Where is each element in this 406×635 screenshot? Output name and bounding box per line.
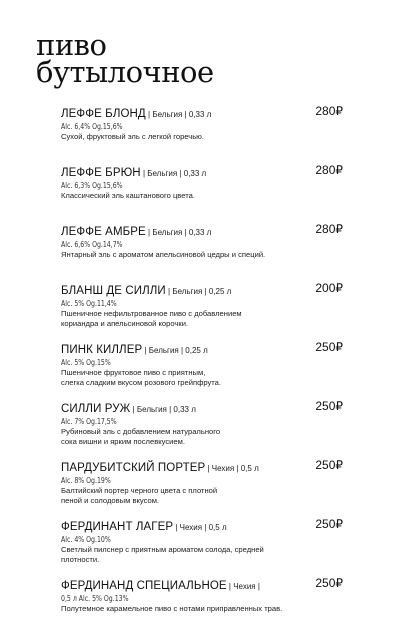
item-name: ПАРДУБИТСКИЙ ПОРТЕР (61, 462, 206, 474)
menu-item-leffe-blonde (61, 104, 351, 163)
item-price: 250₽ (315, 576, 343, 590)
menu-item-ferdinand-special (61, 576, 351, 635)
item-price: 280₽ (315, 163, 343, 177)
item-description: Янтарный эль с ароматом апельсиновой цедры и специй. (61, 250, 266, 259)
item-price: 250₽ (315, 458, 343, 472)
section-title (36, 28, 214, 89)
item-specs: Alc. 6,3% Og.15,6% (61, 181, 123, 190)
menu-item-blanche-de-silly (61, 281, 351, 340)
item-meta: | Чехия | 0,5 л (205, 464, 259, 473)
menu-item-ferdinand-lager (61, 517, 351, 576)
item-description: Рубиновый эль с добавлением натурального сока вишни и ярким послевкусием. (61, 427, 221, 446)
item-description: Пшеничное нефильтрованное пиво с добавлением кориандра и апельсиновой корочки. (61, 309, 242, 328)
item-specs: Alc. 6,6% Og.14,7% (61, 240, 123, 249)
item-description: Пшеничное фруктовое пиво с приятным, слегка сладким вкусом розового грейпфрута. (61, 368, 221, 387)
item-description: Классический эль каштанового цвета. (61, 191, 195, 200)
item-specs: 0,5 л Alc. 5% Og.13% (61, 594, 129, 603)
item-name: ФЕРДИНАНТ ЛАГЕР (61, 521, 174, 533)
item-specs: Alc. 5% Og.11,4% (61, 299, 117, 308)
item-price: 250₽ (315, 399, 343, 413)
item-meta: | Бельгия | 0,33 л (145, 110, 212, 119)
menu-item-silly-rouge (61, 399, 351, 458)
title-line-2: бутылочное (36, 55, 214, 89)
item-name: СИЛЛИ РУЖ (61, 403, 131, 415)
item-meta: | Чехия | (226, 582, 260, 591)
item-name: ЛЕФФЕ АМБРЕ (61, 226, 146, 238)
item-name: БЛАНШ ДЕ СИЛЛИ (61, 285, 166, 297)
item-price: 250₽ (315, 517, 343, 531)
item-name: ЛЕФФЕ БЛОНД (61, 108, 146, 120)
item-meta: | Бельгия | 0,33 л (145, 228, 212, 237)
item-name: ПИНК КИЛЛЕР (61, 344, 143, 356)
title-line-1: пиво (36, 28, 107, 62)
item-name: ФЕРДИНАНД СПЕЦИАЛЬНОЕ (61, 580, 227, 592)
item-price: 250₽ (315, 340, 343, 354)
item-meta: | Бельгия | 0,25 л (142, 346, 208, 355)
item-price: 280₽ (315, 104, 343, 118)
item-name: ЛЕФФЕ БРЮН (61, 167, 141, 179)
item-meta: | Бельгия | 0,33 л (140, 169, 207, 178)
beer-list (61, 104, 351, 635)
menu-item-pardubicky-porter (61, 458, 351, 517)
menu-item-pink-killer (61, 340, 351, 399)
item-description: Балтийский портер черного цвета с плотной пеной и солодовым вкусом. (61, 486, 218, 505)
item-specs: Alc. 6,4% Og.15,6% (61, 122, 123, 131)
item-description: Светлый пилснер с приятным ароматом солода, средней плотности. (61, 545, 264, 564)
item-description: Сухой, фруктовый эль с легкой горечью. (61, 132, 204, 141)
item-meta: | Бельгия | 0,33 л (130, 405, 196, 414)
menu-item-leffe-brune (61, 163, 351, 222)
item-price: 200₽ (315, 281, 343, 295)
item-specs: Alc. 7% Og.17,5% (61, 417, 117, 426)
menu-item-leffe-ambree (61, 222, 351, 281)
item-specs: Alc. 8% Og.19% (61, 476, 111, 485)
item-specs: Alc. 4% Og.10% (61, 535, 111, 544)
item-price: 280₽ (315, 222, 343, 236)
item-meta: | Чехия | 0,5 л (173, 523, 227, 532)
item-meta: | Бельгия | 0,25 л (165, 287, 232, 296)
item-specs: Alc. 5% Og.15% (61, 358, 111, 367)
item-description: Полутемное карамельное пиво с нотами приправленных трав. (61, 604, 283, 613)
